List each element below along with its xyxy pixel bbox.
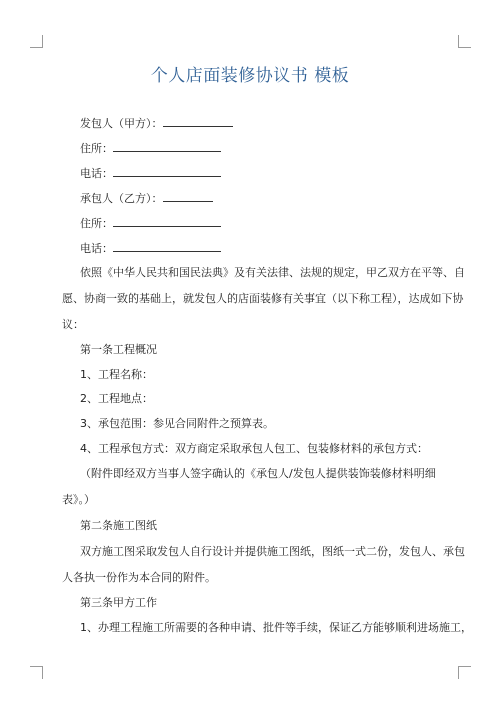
party-b-address-blank [113,215,221,227]
party-b-address-line [80,215,221,231]
intro-line-2: 愿、协商一致的基础上，就发包人的店面装修有关事宜（以下称工程），达成如下协 [62,292,464,305]
party-a-label: 发包人（甲方）： [80,117,163,130]
crop-mark-bottom-right [458,666,471,679]
article-1-heading: 第一条工程概况 [80,343,157,356]
party-b-label: 承包人（乙方）： [80,192,163,205]
party-a-address-blank [113,140,221,152]
article-1-item-3: 3、承包范围：参见合同附件之预算表。 [80,417,274,430]
article-1-item-4: 4、工程承包方式：双方商定采取承包人包工、包装修材料的承包方式： [80,442,428,455]
article-2-body-line-2: 人各执一份作为本合同的附件。 [62,571,216,584]
crop-mark-top-left [30,35,43,48]
article-3-heading: 第三条甲方工作 [80,596,157,609]
article-2-heading: 第二条施工图纸 [80,519,157,532]
intro-line-3: 议： [62,318,84,331]
article-1-note-line-2: 表》。） [62,493,95,506]
party-a-phone-blank [113,165,221,177]
party-a-address-line [80,140,221,156]
party-b-line [80,190,213,206]
article-1-note-line-1: （附件即经双方当事人签字确认的《承包人/发包人提供装饰装修材料明细 [80,467,436,480]
crop-mark-top-right [458,35,471,48]
party-b-phone-blank [113,240,221,252]
party-b-address-label: 住所： [80,217,113,230]
party-a-line [80,115,233,131]
article-3-body-line-1: 1、办理工程施工所需要的各种申请、批件等手续，保证乙方能够顺利进场施工， [80,621,472,634]
party-a-blank [163,115,233,127]
crop-mark-bottom-left [30,666,43,679]
article-1-item-2: 2、工程地点： [80,392,153,405]
document-title: 个人店面装修协议书 模板 [150,66,350,86]
party-b-blank [163,190,213,202]
article-2-body-line-1: 双方施工图采取发包人自行设计并提供施工图纸，图纸一式二份，发包人、承包 [80,545,465,558]
party-a-address-label: 住所： [80,142,113,155]
party-b-phone-label: 电话： [80,242,113,255]
article-1-item-1: 1、工程名称： [80,368,153,381]
party-b-phone-line [80,240,221,256]
intro-line-1: 依照《中华人民共和国民法典》及有关法律、法规的规定，甲乙双方在平等、自 [80,266,465,279]
party-a-phone-label: 电话： [80,167,113,180]
party-a-phone-line [80,165,221,181]
